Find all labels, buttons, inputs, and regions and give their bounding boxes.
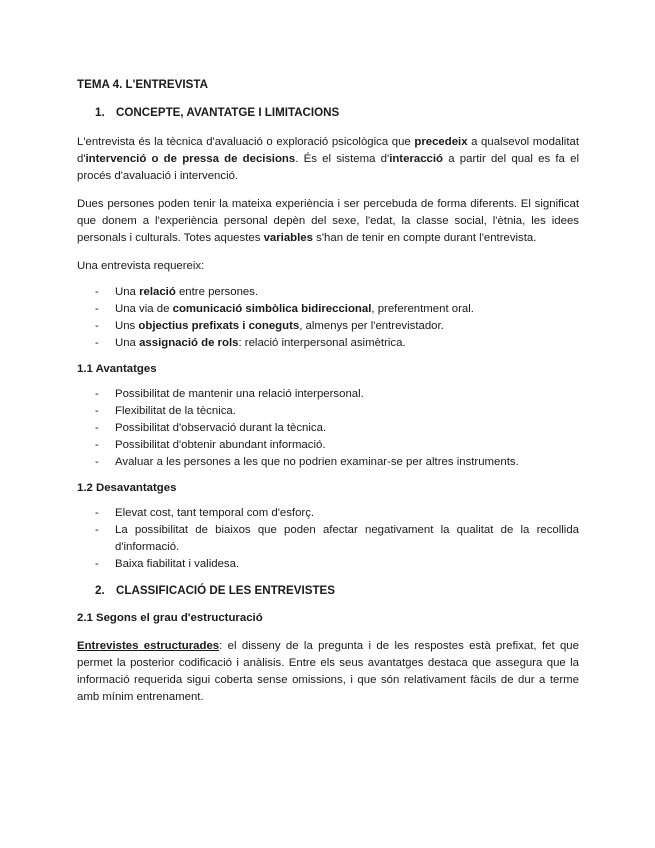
dash-bullet: - <box>95 507 99 519</box>
section-1-paragraph-3: Una entrevista requereix: <box>77 260 205 272</box>
document-title: TEMA 4. L'ENTREVISTA <box>77 78 208 91</box>
text-run: a partir del qual es fa el procés d'avaluació i intervenció. <box>77 153 579 182</box>
list-item <box>77 505 579 522</box>
dash-bullet: - <box>95 524 99 536</box>
text-run: : relació interpersonal asimètrica. <box>238 337 406 349</box>
dash-bullet: - <box>95 303 99 315</box>
dash-bullet: - <box>95 405 99 417</box>
list-item <box>77 284 579 301</box>
dash-bullet: - <box>95 286 99 298</box>
section-1-2-heading: 1.2 Desavantatges <box>77 482 177 494</box>
text-run: : el disseny de la pregunta i de les respostes està prefixat, fet que permet la posterior codificació i anàlisis. Entre els seus avantatges destaca que assegura que la informació requerida sigui coberta sense omissions, i que són relativament fàcils de dur a terme amb mínim entrenament. <box>77 640 579 703</box>
text-run: Una via de <box>115 303 173 315</box>
advantages-list <box>77 386 579 471</box>
section-2-1-paragraph <box>77 638 579 706</box>
text-run: Dues persones poden tenir la mateixa experiència i ser percebuda de forma diferents. El significat que donem a l'experiència personal depèn del sexe, l'edat, la classe social, l'ètnia, les idees personals i culturals. Totes aquestes <box>77 198 579 244</box>
section-2-title: CLASSIFICACIÓ DE LES ENTREVISTES <box>116 584 336 597</box>
dash-bullet: - <box>95 337 99 349</box>
list-item <box>77 556 579 573</box>
list-item-text: Flexibilitat de la tècnica. <box>115 405 236 417</box>
bold-term: precedeix <box>414 136 468 148</box>
text-run: , preferentment oral. <box>371 303 474 315</box>
dash-bullet: - <box>95 320 99 332</box>
text-run: a qualsevol modalitat d' <box>77 136 579 165</box>
bold-term: comunicació simbòlica bidireccional <box>172 303 372 315</box>
dash-bullet: - <box>95 422 99 434</box>
section-1-title: CONCEPTE, AVANTATGE I LIMITACIONS <box>116 106 340 119</box>
list-item <box>77 386 579 403</box>
list-item-text: Possibilitat d'observació durant la tècnica. <box>115 422 327 434</box>
document-content <box>77 77 579 706</box>
text-run: Una <box>115 337 140 349</box>
dash-bullet: - <box>95 439 99 451</box>
bold-term: variables <box>263 232 313 244</box>
bold-term: assignació de rols <box>139 337 239 349</box>
text-run: , almenys per l'entrevistador. <box>299 320 444 332</box>
list-item <box>77 522 579 556</box>
underlined-term: Entrevistes estructurades <box>77 640 220 652</box>
list-item-text: Avaluar a les persones a les que no podrien examinar-se per altres instruments. <box>115 456 519 468</box>
section-1-heading <box>77 105 579 121</box>
text-run: s'han de tenir en compte durant l'entrevista. <box>312 232 537 244</box>
list-item-text: Possibilitat de mantenir una relació interpersonal. <box>115 388 364 400</box>
text-run: Una <box>115 286 140 298</box>
bold-term: intervenció o de pressa de decisions <box>85 153 296 165</box>
list-item <box>77 454 579 471</box>
list-item <box>77 335 579 352</box>
disadvantages-list <box>77 505 579 573</box>
section-1-paragraph-1 <box>77 134 579 185</box>
section-2-1-heading: 2.1 Segons el grau d'estructuració <box>77 612 263 624</box>
list-item <box>77 318 579 335</box>
list-item-text: Elevat cost, tant temporal com d'esforç. <box>115 507 315 519</box>
dash-bullet: - <box>95 558 99 570</box>
text-run: Uns <box>115 320 139 332</box>
list-item <box>77 420 579 437</box>
section-2-heading <box>77 583 579 599</box>
section-1-1-heading: 1.1 Avantatges <box>77 363 157 375</box>
list-item <box>77 403 579 420</box>
bold-term: interacció <box>389 153 443 165</box>
list-item <box>77 437 579 454</box>
list-item-text: Baixa fiabilitat i validesa. <box>115 558 240 570</box>
list-item-text: Possibilitat d'obtenir abundant informació. <box>115 439 326 451</box>
section-1-paragraph-2 <box>77 196 579 247</box>
text-run: entre persones. <box>175 286 259 298</box>
list-item <box>77 301 579 318</box>
text-run: L'entrevista és la tècnica d'avaluació o exploració psicològica que <box>77 136 415 148</box>
bold-term: relació <box>139 286 176 298</box>
dash-bullet: - <box>95 388 99 400</box>
list-item-text: La possibilitat de biaixos que poden afectar negativament la qualitat de la recollida d'informació. <box>115 524 579 553</box>
section-1-number: 1. <box>95 106 105 119</box>
dash-bullet: - <box>95 456 99 468</box>
bold-term: objectius prefixats i coneguts <box>138 320 300 332</box>
section-2-number: 2. <box>95 584 105 597</box>
requirements-list <box>77 284 579 352</box>
text-run: . És el sistema d' <box>295 153 390 165</box>
